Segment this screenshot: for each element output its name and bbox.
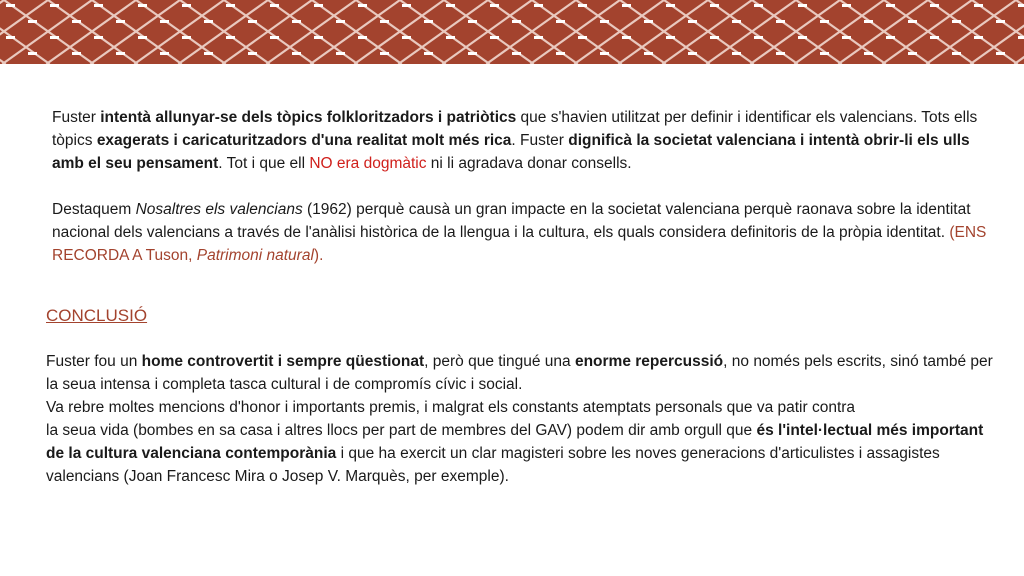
main-text bbox=[52, 106, 997, 267]
note-run: (ENS RECORDA A Tuson, bbox=[52, 224, 987, 264]
text-run: que s'havien utilitzat per definir i identificar els valencians. Tots ells tòpics bbox=[52, 109, 978, 149]
lattice-dash bbox=[138, 36, 147, 39]
lattice-dash bbox=[952, 52, 961, 55]
text-run: Fuster bbox=[52, 109, 101, 126]
bold-run: intentà allunyar-se dels tòpics folkloritzadors i patriòtics bbox=[100, 109, 517, 126]
lattice-line bbox=[0, 0, 50, 64]
lattice-dash bbox=[116, 52, 125, 55]
lattice-dash bbox=[798, 4, 807, 7]
lattice-dash bbox=[424, 20, 433, 23]
lattice-dash bbox=[864, 20, 873, 23]
lattice-dash bbox=[556, 52, 565, 55]
lattice-dash bbox=[622, 36, 631, 39]
lattice-dash bbox=[688, 52, 697, 55]
lattice-dash bbox=[710, 4, 719, 7]
lattice-dash bbox=[622, 4, 631, 7]
lattice-dash bbox=[292, 52, 301, 55]
lattice-dash bbox=[776, 52, 785, 55]
text-run: Fuster fou un bbox=[46, 353, 142, 370]
note-run: ). bbox=[313, 247, 324, 264]
lattice-dash bbox=[292, 20, 301, 23]
book-title: Nosaltres els valencians bbox=[135, 201, 303, 218]
paragraph-nosaltres bbox=[52, 198, 997, 267]
lattice-dash bbox=[974, 4, 983, 7]
lattice-dash bbox=[468, 52, 477, 55]
lattice-dash bbox=[974, 36, 983, 39]
lattice-dash bbox=[28, 20, 37, 23]
lattice-dash bbox=[160, 20, 169, 23]
lattice-dash bbox=[1018, 4, 1024, 7]
lattice-dash bbox=[710, 36, 719, 39]
lattice-dash bbox=[842, 4, 851, 7]
text-run: , no només pels escrits, sinó també per la seua intensa i completa tasca cultural i de compromís cívic i social. bbox=[46, 353, 993, 393]
conclusion-paragraph-1 bbox=[46, 350, 996, 396]
lattice-dash bbox=[512, 52, 521, 55]
lattice-dash bbox=[6, 36, 15, 39]
bold-run: és l'intel·lectual més important de la cultura valenciana contemporània bbox=[46, 422, 984, 462]
lattice-dash bbox=[798, 36, 807, 39]
lattice-dash bbox=[468, 20, 477, 23]
lattice-dash bbox=[380, 20, 389, 23]
lattice-dash bbox=[754, 4, 763, 7]
lattice-dash bbox=[424, 52, 433, 55]
bold-run: home controvertit i sempre qüestionat bbox=[141, 353, 425, 370]
lattice-dash bbox=[182, 36, 191, 39]
lattice-dash bbox=[864, 52, 873, 55]
lattice-dash bbox=[270, 4, 279, 7]
lattice-dash bbox=[248, 52, 257, 55]
lattice-dash bbox=[600, 20, 609, 23]
text-run: Destaquem bbox=[52, 201, 136, 218]
text-run: , però que tingué una bbox=[424, 353, 575, 370]
lattice-dash bbox=[446, 4, 455, 7]
lattice-dash bbox=[270, 36, 279, 39]
lattice-dash bbox=[94, 4, 103, 7]
lattice-dash bbox=[1018, 36, 1024, 39]
lattice-dash bbox=[358, 36, 367, 39]
lattice-dash bbox=[490, 4, 499, 7]
lattice-dash bbox=[336, 52, 345, 55]
lattice-dash bbox=[248, 20, 257, 23]
conclusion-heading: CONCLUSIÓ bbox=[46, 306, 148, 325]
lattice-dash bbox=[116, 20, 125, 23]
lattice-dash bbox=[380, 52, 389, 55]
lattice-dash bbox=[336, 20, 345, 23]
lattice-dash bbox=[600, 52, 609, 55]
lattice-dash bbox=[842, 36, 851, 39]
lattice-dash bbox=[930, 4, 939, 7]
bold-run: dignificà la societat valenciana i intentà obrir-li els ulls amb el seu pensament bbox=[52, 132, 970, 172]
decorative-banner bbox=[0, 0, 1024, 64]
lattice-dash bbox=[28, 52, 37, 55]
text-run: i que ha exercit un clar magisteri sobre les noves generacions d'articulistes i assagistes valencians (Joan Francesc Mira o Josep V. Marquès, per exemple). bbox=[46, 445, 940, 485]
lattice-dash bbox=[776, 20, 785, 23]
lattice-dash bbox=[512, 20, 521, 23]
text-run: Va rebre moltes mencions d'honor i importants premis, i malgrat els constants atemptats personals que va patir contra bbox=[46, 399, 856, 416]
text-run: . Fuster bbox=[511, 132, 569, 149]
lattice-dash bbox=[138, 4, 147, 7]
lattice-dash bbox=[644, 20, 653, 23]
text-run: (1962) perquè causà un gran impacte en la societat valenciana perquè raonava sobre la identitat nacional dels valencians a través de l'anàlisi històrica de la llengua i la cultura, els quals considera definitoris de la pròpia identitat. bbox=[52, 201, 971, 241]
lattice-dash bbox=[996, 20, 1005, 23]
lattice-dash bbox=[666, 36, 675, 39]
lattice-dash bbox=[644, 52, 653, 55]
note-title: Patrimoni natural bbox=[196, 247, 314, 264]
lattice-dash bbox=[160, 52, 169, 55]
lattice-dash bbox=[732, 52, 741, 55]
lattice-dash bbox=[578, 36, 587, 39]
lattice-dash bbox=[952, 20, 961, 23]
lattice-dash bbox=[886, 4, 895, 7]
lattice-dash bbox=[666, 4, 675, 7]
bold-run: enorme repercussió bbox=[574, 353, 724, 370]
lattice-dash bbox=[204, 52, 213, 55]
bold-run: exagerats i caricaturitzadors d'una realitat molt més rica bbox=[96, 132, 512, 149]
lattice-dash bbox=[908, 20, 917, 23]
lattice-dash bbox=[534, 4, 543, 7]
lattice-dash bbox=[226, 4, 235, 7]
lattice-dash bbox=[820, 20, 829, 23]
lattice-dash bbox=[578, 4, 587, 7]
lattice-dash bbox=[94, 36, 103, 39]
lattice-dash bbox=[358, 4, 367, 7]
lattice-dash bbox=[534, 36, 543, 39]
lattice-dash bbox=[446, 36, 455, 39]
text-run: ni li agradava donar consells. bbox=[426, 155, 632, 172]
lattice-dash bbox=[402, 36, 411, 39]
lattice-dash bbox=[996, 52, 1005, 55]
banner-pattern bbox=[0, 0, 1024, 64]
lattice-dash bbox=[314, 36, 323, 39]
lattice-dash bbox=[402, 4, 411, 7]
lattice-dash bbox=[930, 36, 939, 39]
lattice-line bbox=[0, 0, 48, 64]
paragraph-fuster-topics bbox=[52, 106, 997, 175]
lattice-dash bbox=[6, 4, 15, 7]
conclusion-paragraph-2 bbox=[46, 396, 996, 488]
lattice-dash bbox=[556, 20, 565, 23]
lattice-dash bbox=[490, 36, 499, 39]
lattice-dash bbox=[754, 36, 763, 39]
lattice-dash bbox=[72, 52, 81, 55]
lattice-dash bbox=[182, 4, 191, 7]
conclusion-section bbox=[46, 304, 996, 488]
lattice-dash bbox=[226, 36, 235, 39]
lattice-dash bbox=[732, 20, 741, 23]
lattice-dash bbox=[204, 20, 213, 23]
lattice-dash bbox=[50, 4, 59, 7]
lattice-dash bbox=[908, 52, 917, 55]
lattice-dash bbox=[886, 36, 895, 39]
lattice-dash bbox=[72, 20, 81, 23]
lattice-dash bbox=[314, 4, 323, 7]
text-run: la seua vida (bombes en sa casa i altres llocs per part de membres del GAV) podem dir amb orgull que bbox=[46, 422, 757, 439]
text-run: . Tot i que ell bbox=[218, 155, 310, 172]
lattice-dash bbox=[688, 20, 697, 23]
lattice-dash bbox=[820, 52, 829, 55]
highlight-red: NO era dogmàtic bbox=[309, 155, 427, 172]
lattice-dash bbox=[50, 36, 59, 39]
